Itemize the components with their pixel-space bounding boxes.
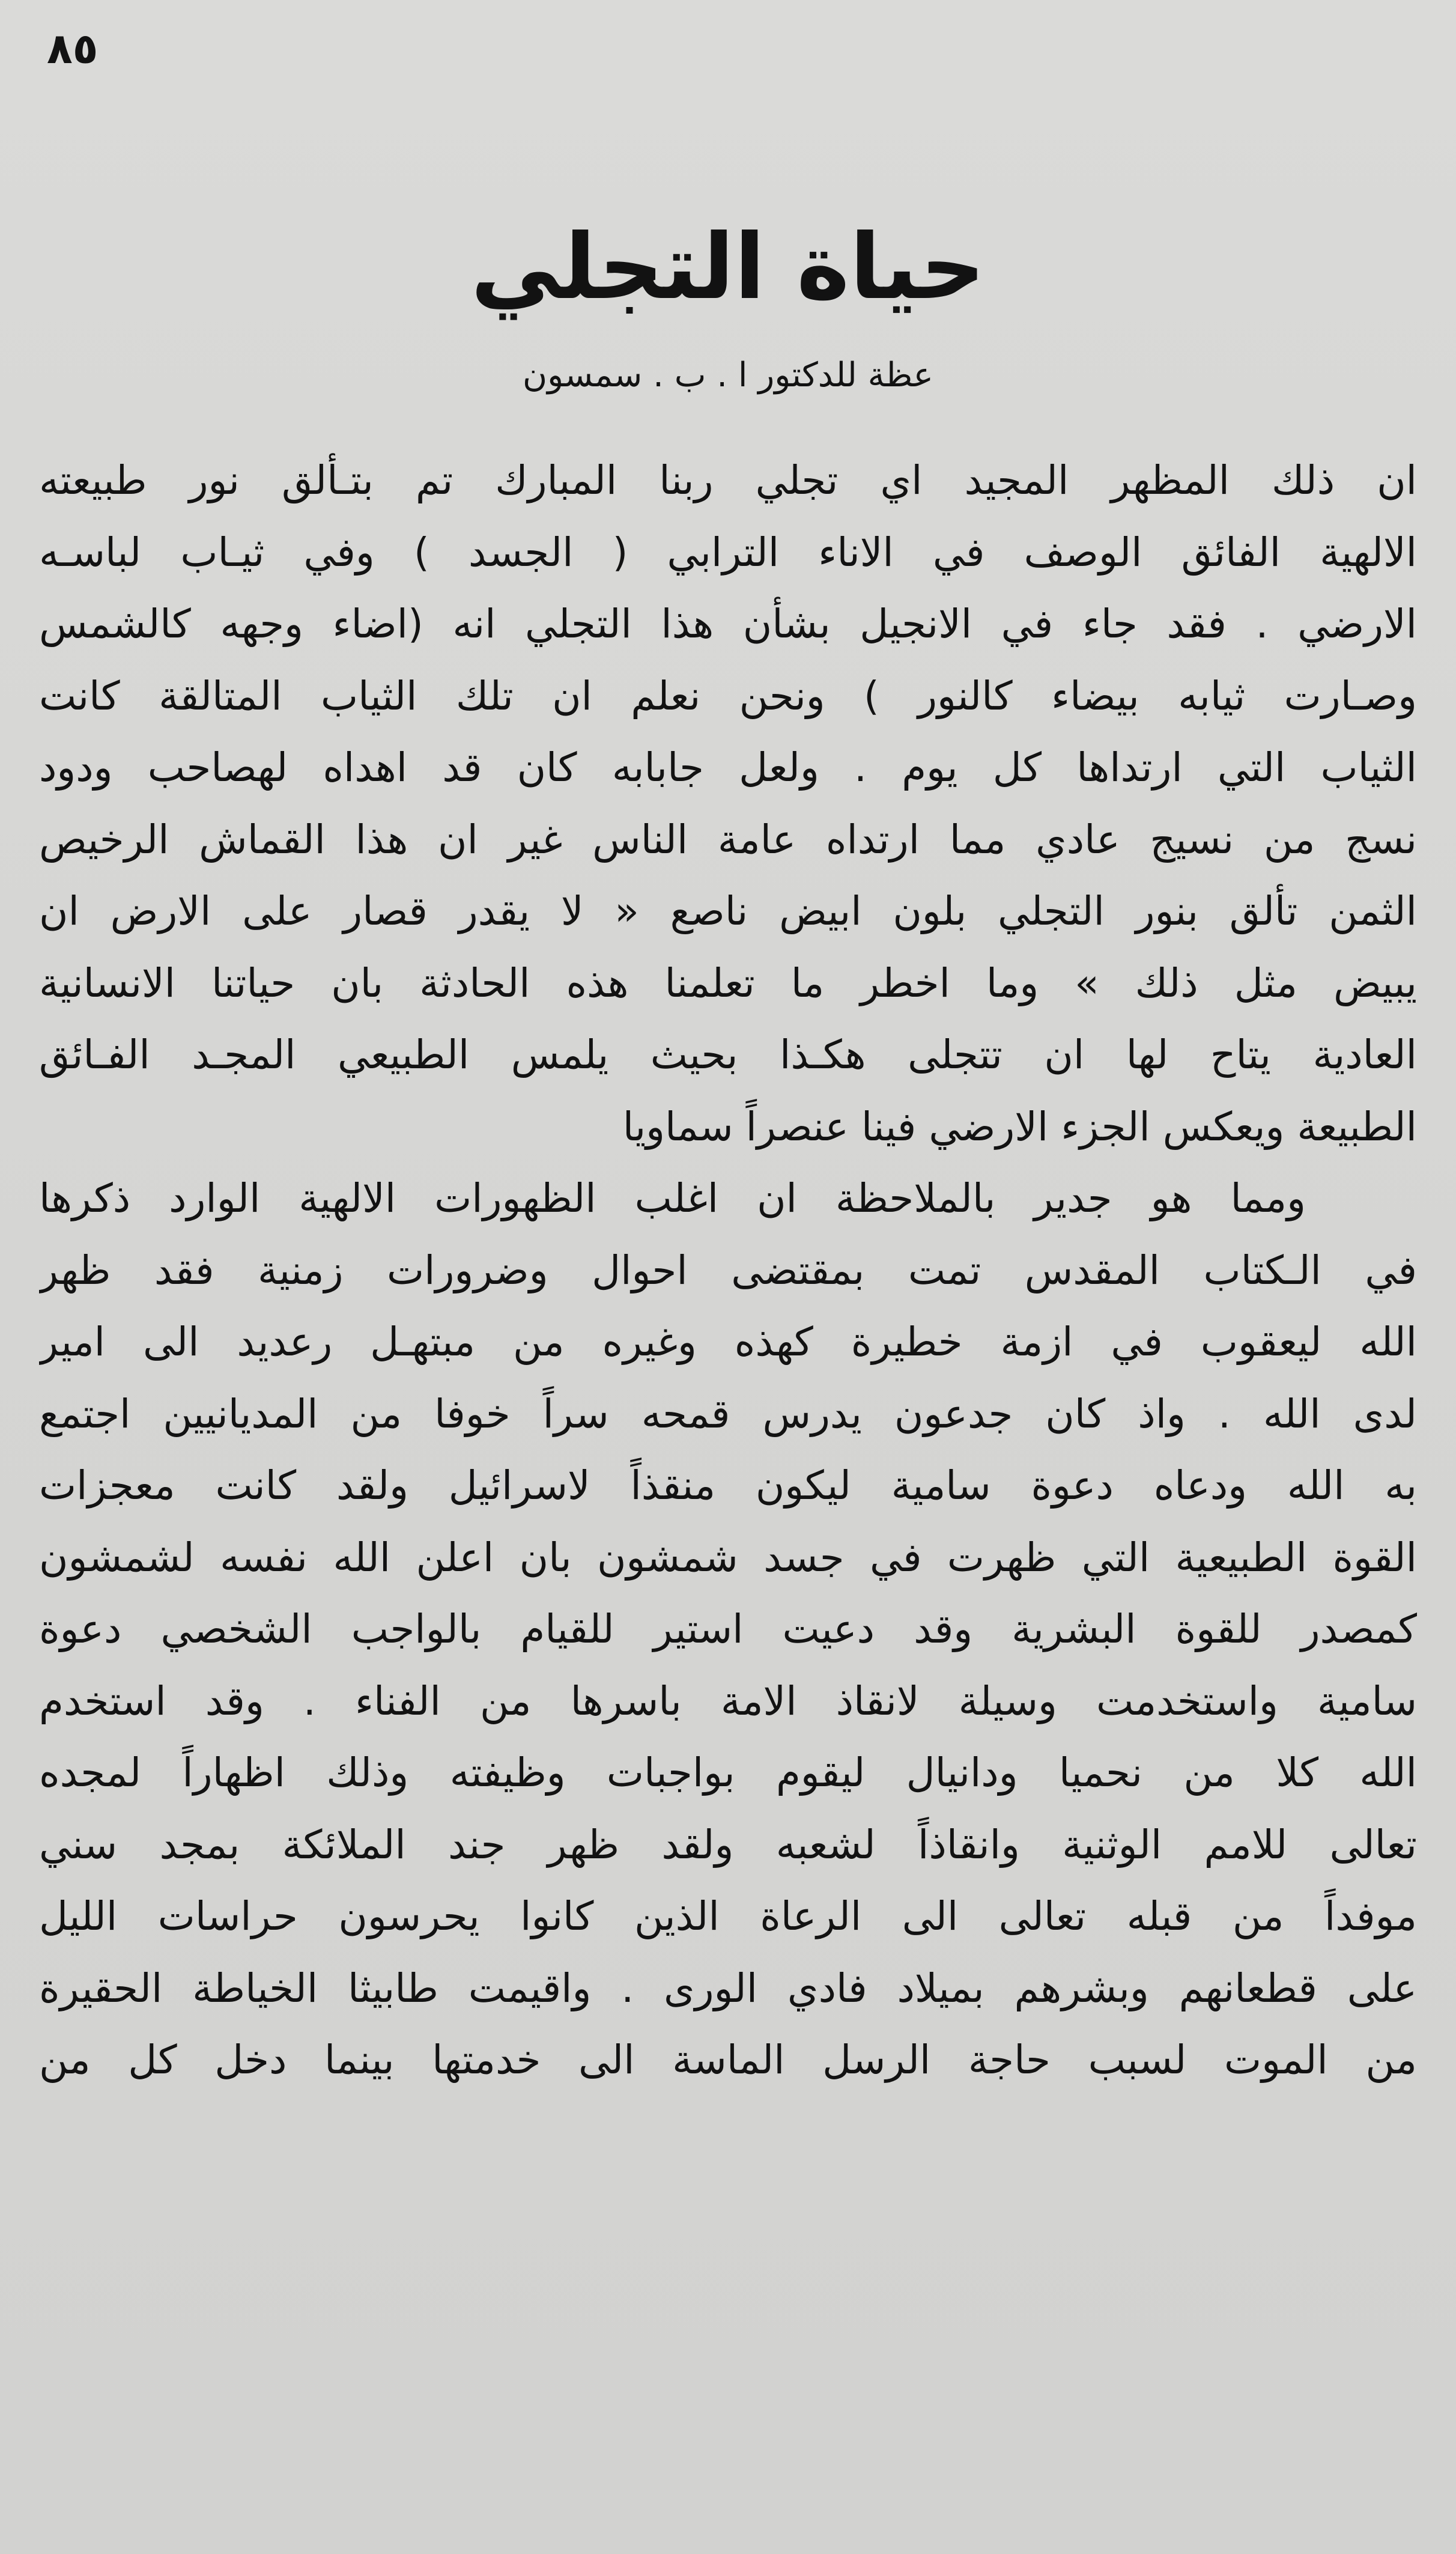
text-line: الثياب التي ارتداها كل يوم . ولعل جابابه كان قد اهداه لهصاحب ودود: [39, 744, 1417, 791]
paragraph-end-line: الطبيعة ويعكس الجزء الارضي فينا عنصراً سماويا: [622, 1103, 1417, 1150]
text-line: القوة الطبيعية التي ظهرت في جسد شمشون بان اعلن الله نفسه لشمشون: [39, 1534, 1417, 1581]
page-number: ٨٥: [47, 24, 99, 73]
text-line: ان ذلك المظهر المجيد اي تجلي ربنا المبارك تم بتـألق نور طبيعته: [39, 457, 1417, 503]
text-line: سامية واستخدمت وسيلة لانقاذ الامة باسرها من الفناء . وقد استخدم: [39, 1677, 1417, 1724]
text-line: لدى الله . واذ كان جدعون يدرس قمحه سراً خوفا من المديانيين اجتمع: [39, 1390, 1417, 1437]
paragraph-start-line: ومما هو جدير بالملاحظة ان اغلب الظهورات الالهية الوارد ذكرها: [39, 1175, 1306, 1221]
text-line: كمصدر للقوة البشرية وقد دعيت استير للقيام بالواجب الشخصي دعوة: [39, 1606, 1417, 1652]
text-line: الله ليعقوب في ازمة خطيرة كهذه وغيره من مبتهـل رعديد الى امير: [39, 1319, 1417, 1365]
text-line: الثمن تألق بنور التجلي بلون ابيض ناصع « لا يقدر قصار على الارض ان: [39, 888, 1417, 934]
text-line: على قطعانهم وبشرهم بميلاد فادي الورى . واقيمت طابيثا الخياطة الحقيرة: [39, 1965, 1417, 2011]
article-byline: عظة للدكتور ا . ب . سمسون: [523, 356, 933, 395]
text-line: به الله ودعاه دعوة سامية ليكون منقذاً لاسرائيل ولقد كانت معجزات: [39, 1462, 1417, 1509]
text-line: الله كلا من نحميا ودانيال ليقوم بواجبات وظيفته وذلك اظهاراً لمجده: [39, 1750, 1417, 1796]
text-line: يبيض مثل ذلك » وما اخطر ما تعلمنا هذه الحادثة بان حياتنا الانسانية: [39, 959, 1417, 1006]
text-line: في الـكتاب المقدس تمت بمقتضى احوال وضرورات زمنية فقد ظهر: [39, 1247, 1417, 1294]
text-line: من الموت لسبب حاجة الرسل الماسة الى خدمتها بينما دخل كل من: [39, 2037, 1417, 2083]
text-line: تعالى للامم الوثنية وانقاذاً لشعبه ولقد ظهر جند الملائكة بمجد سني: [39, 1821, 1417, 1868]
text-line: العادية يتاح لها ان تتجلى هكـذا بحيث يلمس الطبيعي المجـد الفـائق: [39, 1032, 1417, 1078]
text-line: الارضي . فقد جاء في الانجيل بشأن هذا التجلي انه (اضاء وجهه كالشمس: [39, 601, 1417, 647]
text-line: موفداً من قبله تعالى الى الرعاة الذين كانوا يحرسون حراسات الليل: [39, 1893, 1417, 1939]
text-line: نسج من نسيج عادي مما ارتداه عامة الناس غير ان هذا القماش الرخيص: [39, 816, 1417, 863]
article-title: حياة التجلي: [470, 215, 986, 320]
text-line: الالهية الفائق الوصف في الاناء الترابي ( الجسد ) وفي ثيـاب لباسـه: [39, 529, 1417, 576]
text-line: وصـارت ثيابه بيضاء كالنور ) ونحن نعلم ان تلك الثياب المتالقة كانت: [39, 672, 1417, 719]
article-body: [39, 445, 1417, 2096]
